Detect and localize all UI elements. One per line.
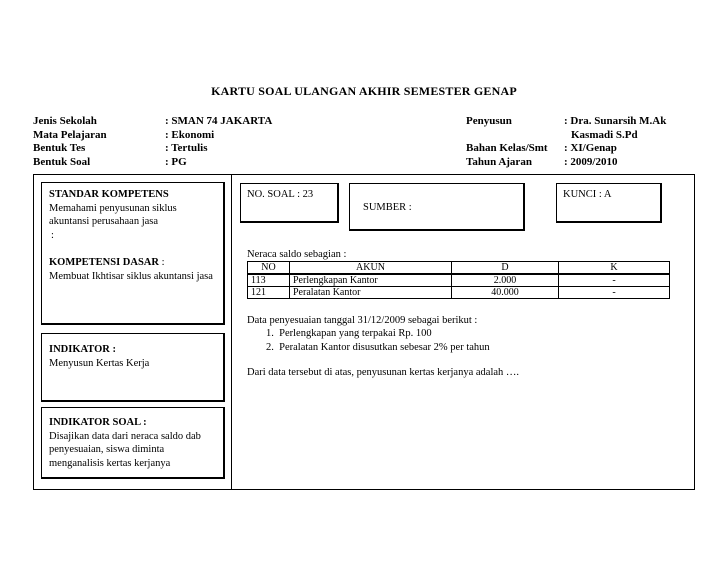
table-cell: Perlengkapan Kantor: [290, 274, 452, 287]
header-label: Jenis Sekolah: [33, 115, 97, 127]
table-cell: -: [559, 287, 670, 299]
header-label: Penyusun: [466, 115, 512, 127]
table-header: AKUN: [290, 262, 452, 275]
neraca-table: [247, 261, 670, 299]
neraca-caption: Neraca saldo sebagian :: [247, 249, 347, 260]
penyesuaian-item-2: 2. Peralatan Kantor disusutkan sebesar 2% per tahun: [266, 342, 490, 353]
table-header: D: [452, 262, 559, 275]
question-text: Dari data tersebut di atas, penyusunan kertas kerjanya adalah ….: [247, 367, 520, 378]
header-value: : SMAN 74 JAKARTA: [165, 115, 273, 127]
indikator-label: INDIKATOR :: [49, 344, 116, 355]
table-cell: 121: [248, 287, 290, 299]
penyesuaian-item-text: Peralatan Kantor disusutkan sebesar 2% per tahun: [279, 342, 490, 353]
header-value: : Tertulis: [165, 142, 208, 154]
table-cell: 40.000: [452, 287, 559, 299]
penyesuaian-item-1: 1. Perlengkapan yang terpakai Rp. 100: [266, 328, 432, 339]
table-cell: 113: [248, 274, 290, 287]
table-header: K: [559, 262, 670, 275]
header-label: Bentuk Soal: [33, 155, 91, 168]
header-value: : XI/Genap: [564, 142, 617, 154]
kompetensi-box: [41, 182, 225, 325]
table-cell: 2.000: [452, 274, 559, 287]
penyesuaian-intro: Data penyesuaian tanggal 31/12/2009 sebagai berikut :: [247, 315, 478, 326]
kompetensi-label: KOMPETENSI DASAR: [49, 257, 159, 268]
standar-colon: :: [51, 229, 54, 241]
kompetensi-text: Membuat Ikhtisar siklus akuntansi jasa: [49, 270, 213, 282]
kunci-box: [556, 183, 662, 223]
header-label: Bentuk Tes: [33, 142, 86, 154]
standar-text: Memahami penyusunan siklus akuntansi perusahaan jasa: [49, 202, 177, 227]
indikator-soal-text: Disajikan data dari neraca saldo dab penyesuaian, siswa diminta menganalisis kertas kerjanya: [49, 430, 201, 469]
penyesuaian-item-text: Perlengkapan yang terpakai Rp. 100: [279, 328, 432, 339]
header-label: Tahun Ajaran: [466, 155, 532, 168]
table-cell: Peralatan Kantor: [290, 287, 452, 299]
table-header: NO: [248, 262, 290, 275]
table-cell: -: [559, 274, 670, 287]
kompetensi-colon: :: [158, 257, 165, 268]
standar-label: STANDAR KOMPETENS: [49, 189, 169, 200]
header-value: : Ekonomi: [165, 128, 215, 141]
sumber-box: [349, 183, 525, 231]
header-value: : 2009/2010: [564, 155, 618, 168]
table-header-row: [248, 262, 670, 275]
indikator-text: Menyusun Kertas Kerja: [49, 357, 150, 369]
no-soal-box: [240, 183, 339, 223]
header-value: : PG: [165, 155, 187, 168]
kunci: KUNCI : A: [563, 189, 612, 200]
header-label: Mata Pelajaran: [33, 128, 107, 141]
page-title: KARTU SOAL ULANGAN AKHIR SEMESTER GENAP: [211, 84, 517, 98]
column-divider: [231, 174, 232, 490]
table-row: [248, 287, 670, 299]
no-soal: NO. SOAL : 23: [247, 189, 314, 200]
header-label: Bahan Kelas/Smt: [466, 142, 548, 154]
indikator-soal-box: [41, 407, 225, 479]
sumber: SUMBER :: [363, 202, 412, 213]
header-value: : Dra. Sunarsih M.Ak: [564, 115, 667, 127]
table-row: [248, 274, 670, 287]
header-value: Kasmadi S.Pd: [571, 128, 638, 141]
indikator-box: [41, 333, 225, 402]
indikator-soal-label: INDIKATOR SOAL :: [49, 417, 147, 428]
